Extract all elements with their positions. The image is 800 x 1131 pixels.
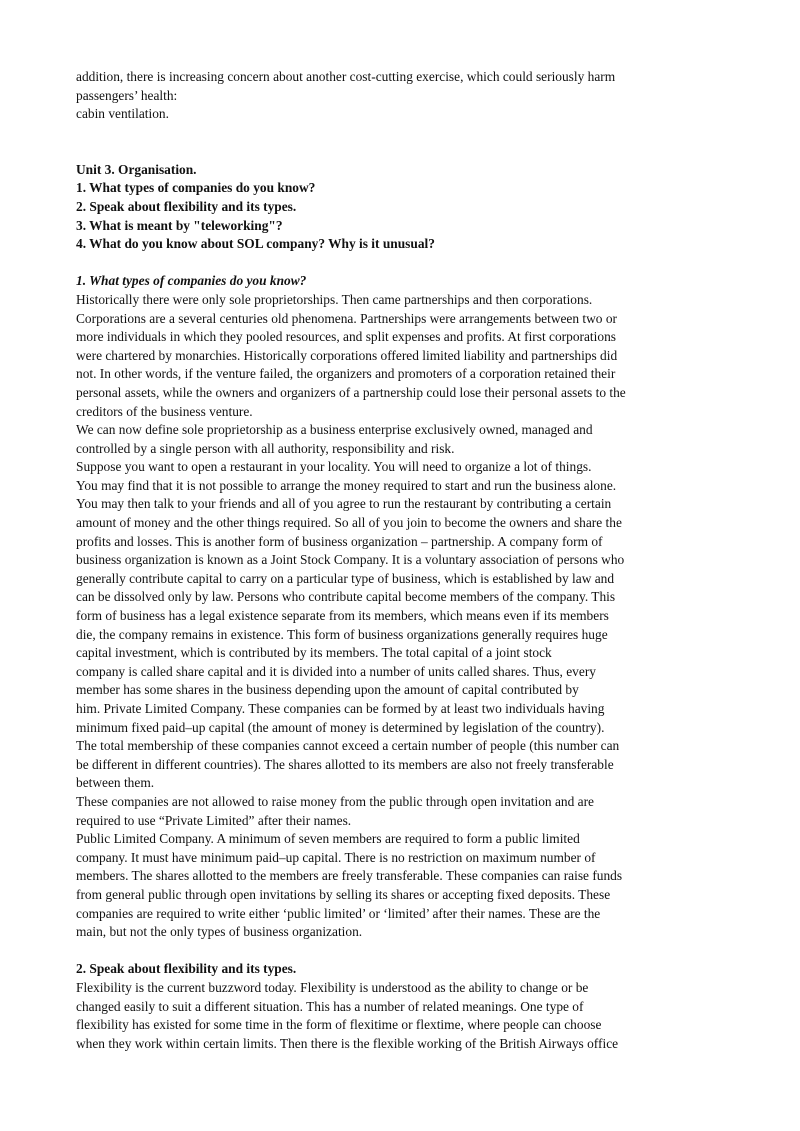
- section-heading: 1. What types of companies do you know?: [76, 273, 307, 289]
- text-line: companies are required to write either ‘public limited’ or ‘limited’ after their names. These are the: [76, 905, 601, 921]
- question-item: 4. What do you know about SOL company? Why is it unusual?: [76, 236, 435, 252]
- text-line: die, the company remains in existence. This form of business organizations generally requires huge: [76, 626, 608, 642]
- section-body: [76, 291, 740, 942]
- text-line: These companies are not allowed to raise money from the public through open invitation and are: [76, 793, 594, 809]
- text-line: required to use “Private Limited” after their names.: [76, 812, 352, 828]
- text-line: You may find that it is not possible to arrange the money required to start and run the business alone.: [76, 477, 617, 493]
- text-line: between them.: [76, 775, 155, 791]
- question-item: 1. What types of companies do you know?: [76, 180, 316, 196]
- text-line: not. In other words, if the venture failed, the organizers and promoters of a corporation retained their: [76, 366, 616, 382]
- section-1: [76, 272, 740, 941]
- text-line: You may then talk to your friends and all of you agree to run the restaurant by contributing a certain: [76, 496, 612, 512]
- text-line: member has some shares in the business depending upon the amount of capital contributed by: [76, 682, 579, 698]
- text-line: can be dissolved only by law. Persons who contribute capital become members of the company. This: [76, 589, 616, 605]
- text-line: cabin ventilation.: [76, 106, 169, 122]
- section-2: [76, 960, 740, 1053]
- text-line: capital investment, which is contributed by its members. The total capital of a joint stock: [76, 645, 552, 661]
- section-body: [76, 979, 740, 1053]
- text-line: The total membership of these companies cannot exceed a certain number of people (this number can: [76, 738, 620, 754]
- text-line: company is called share capital and it is divided into a number of units called shares. Thus, every: [76, 663, 596, 679]
- text-line: members. The shares allotted to the members are freely transferable. These companies can raise funds: [76, 868, 623, 884]
- text-line: from general public through open invitations by selling its shares or accepting fixed deposits. These: [76, 886, 611, 902]
- question-item: 2. Speak about flexibility and its types.: [76, 198, 297, 214]
- text-line: controlled by a single person with all authority, responsibility and risk.: [76, 440, 455, 456]
- text-line: personal assets, while the owners and organizers of a partnership could lose their personal assets to the: [76, 384, 626, 400]
- text-line: creditors of the business venture.: [76, 403, 253, 419]
- unit-heading: Unit 3. Organisation.: [76, 161, 197, 177]
- text-line: were chartered by monarchies. Historically corporations offered limited liability and partnerships did: [76, 347, 618, 363]
- section-heading: 2. Speak about flexibility and its types.: [76, 961, 297, 977]
- text-line: form of business has a legal existence separate from its members, which means even if its members: [76, 608, 609, 624]
- text-line: generally contribute capital to carry on a particular type of business, which is established by law and: [76, 570, 615, 586]
- text-line: profits and losses. This is another form of business organization – partnership. A company form of: [76, 533, 603, 549]
- text-line: Historically there were only sole proprietorships. Then came partnerships and then corporations.: [76, 291, 593, 307]
- text-line: minimum fixed paid–up capital (the amount of money is determined by legislation of the country).: [76, 719, 605, 735]
- text-line: addition, there is increasing concern about another cost-cutting exercise, which could seriously harm: [76, 69, 616, 84]
- text-line: passengers’ health:: [76, 87, 178, 103]
- text-line: flexibility has existed for some time in the form of flexitime or flextime, where people can choose: [76, 1017, 602, 1033]
- text-line: We can now define sole proprietorship as a business enterprise exclusively owned, managed and: [76, 422, 593, 438]
- text-line: Suppose you want to open a restaurant in your locality. You will need to organize a lot of things.: [76, 459, 592, 475]
- unit-heading-block: [76, 161, 740, 254]
- text-line: main, but not the only types of business organization.: [76, 924, 363, 940]
- text-line: when they work within certain limits. Then there is the flexible working of the British Airways office: [76, 1035, 619, 1051]
- text-line: Corporations are a several centuries old phenomena. Partnerships were arrangements between two or: [76, 310, 618, 326]
- text-line: Flexibility is the current buzzword today. Flexibility is understood as the ability to change or be: [76, 979, 589, 995]
- question-item: 3. What is meant by "teleworking"?: [76, 217, 283, 233]
- text-line: Public Limited Company. A minimum of seven members are required to form a public limited: [76, 831, 580, 847]
- text-line: more individuals in which they pooled resources, and split expenses and profits. At first corporations: [76, 329, 616, 345]
- text-line: be different in different countries). The shares allotted to its members are also not freely transferable: [76, 756, 614, 772]
- text-line: him. Private Limited Company. These companies can be formed by at least two individuals having: [76, 701, 605, 716]
- intro-paragraph: [76, 68, 740, 124]
- text-line: company. It must have minimum paid–up capital. There is no restriction on maximum number of: [76, 849, 596, 865]
- text-line: business organization is known as a Joint Stock Company. It is a voluntary association of persons who: [76, 552, 625, 568]
- text-line: changed easily to suit a different situation. This has a number of related meanings. One type of: [76, 998, 584, 1014]
- text-line: amount of money and the other things required. So all of you join to become the owners and share the: [76, 515, 622, 531]
